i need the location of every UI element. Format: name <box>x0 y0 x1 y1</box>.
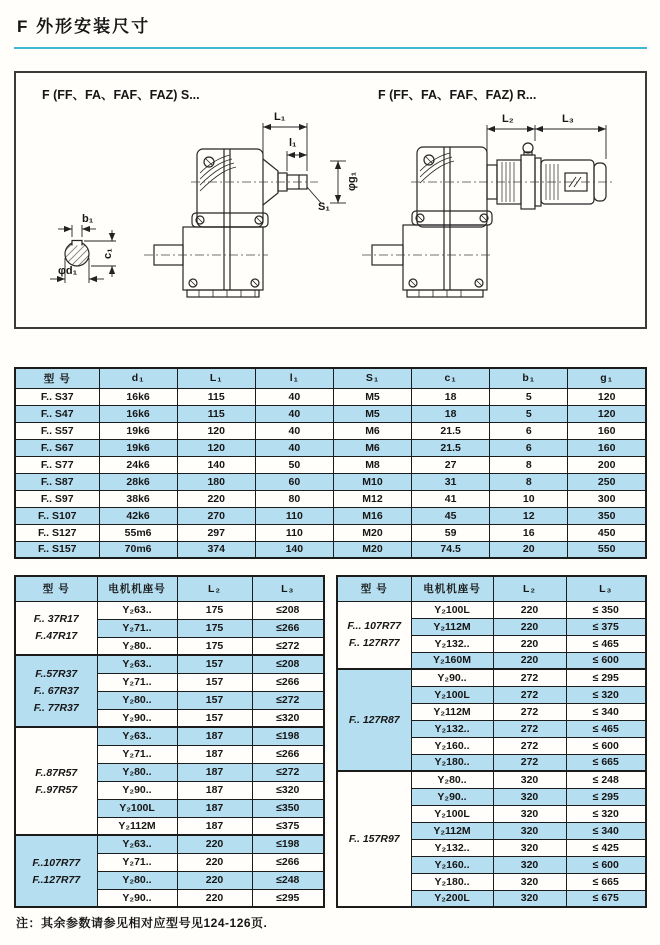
table-cell: Y₂90.. <box>97 781 177 799</box>
table-cell: ≤320 <box>252 709 324 727</box>
table-cell: 120 <box>568 405 646 422</box>
table-cell: 55m6 <box>99 524 177 541</box>
table-cell: ≤ 320 <box>566 805 646 822</box>
table-cell: 187 <box>177 727 252 745</box>
table-cell: 110 <box>255 524 333 541</box>
table-cell: 320 <box>493 856 566 873</box>
table-cell: 272 <box>493 703 566 720</box>
table-cell: Y₂200L <box>411 890 493 907</box>
table-cell: Y₂160.. <box>411 856 493 873</box>
table-cell: 187 <box>177 781 252 799</box>
technical-drawing <box>16 73 645 327</box>
table-cell: 19k6 <box>99 422 177 439</box>
table-cell: ≤266 <box>252 745 324 763</box>
table-cell: F.. S107 <box>15 507 99 524</box>
dimension-table <box>14 367 647 559</box>
table-cell: 320 <box>493 873 566 890</box>
table-cell: 220 <box>493 601 566 618</box>
table-cell: 50 <box>255 456 333 473</box>
table-cell: ≤208 <box>252 601 324 619</box>
table-cell: ≤350 <box>252 799 324 817</box>
table-cell: 120 <box>177 439 255 456</box>
column-header: l₁ <box>255 368 333 388</box>
table-cell: 5 <box>490 405 568 422</box>
table-cell: Y₂63.. <box>97 655 177 673</box>
table-cell: Y₂132.. <box>411 839 493 856</box>
column-header: d₁ <box>99 368 177 388</box>
table-cell: ≤ 295 <box>566 669 646 686</box>
table-cell: ≤198 <box>252 835 324 853</box>
table-cell: 270 <box>177 507 255 524</box>
table-cell: F.. S67 <box>15 439 99 456</box>
table-cell: Y₂112M <box>411 822 493 839</box>
table-cell: 41 <box>412 490 490 507</box>
dim-label-b1: b₁ <box>82 213 94 225</box>
model-name: F..57R37 <box>35 668 78 680</box>
table-cell: Y₂80.. <box>411 771 493 788</box>
table-cell: 187 <box>177 817 252 835</box>
model-name: F.. 157R97 <box>348 833 400 845</box>
motor-table-right <box>336 575 647 908</box>
table-cell: M10 <box>333 473 411 490</box>
model-name: F.. 127R87 <box>348 714 400 726</box>
table-row <box>337 771 646 788</box>
table-cell: 220 <box>177 889 252 907</box>
table-cell: Y₂63.. <box>97 835 177 853</box>
table-cell: 31 <box>412 473 490 490</box>
header-row <box>15 576 324 601</box>
motor-table-right-body <box>337 601 646 907</box>
table-cell: ≤ 248 <box>566 771 646 788</box>
table-cell: Y₂112M <box>411 618 493 635</box>
model-name: F.. 127R77 <box>348 637 400 650</box>
table-cell: 16k6 <box>99 405 177 422</box>
model-group-cell <box>337 669 411 771</box>
table-cell: Y₂90.. <box>411 669 493 686</box>
table-cell: 40 <box>255 405 333 422</box>
table-row <box>15 456 646 473</box>
model-group-cell <box>15 727 97 835</box>
table-row <box>15 490 646 507</box>
model-name: F..127R77 <box>32 873 81 886</box>
table-cell: 272 <box>493 754 566 771</box>
table-row <box>15 388 646 405</box>
table-cell: ≤ 665 <box>566 873 646 890</box>
table-cell: 200 <box>568 456 646 473</box>
page-title: F 外形安装尺寸 <box>17 17 151 36</box>
table-cell: ≤266 <box>252 673 324 691</box>
table-cell: M5 <box>333 405 411 422</box>
table-cell: 320 <box>493 771 566 788</box>
table-cell: Y₂80.. <box>97 691 177 709</box>
table-cell: Y₂160.. <box>411 737 493 754</box>
table-cell: 20 <box>490 541 568 558</box>
column-header: b₁ <box>490 368 568 388</box>
column-header: 电机机座号 <box>97 576 177 601</box>
table-cell: 175 <box>177 601 252 619</box>
model-name: F... 107R77 <box>347 620 402 633</box>
table-cell: Y₂71.. <box>97 745 177 763</box>
model-group-cell <box>337 771 411 907</box>
table-cell: 250 <box>568 473 646 490</box>
column-header: g₁ <box>568 368 646 388</box>
caption-r-version: F (FF、FA、FAF、FAZ) R... <box>378 88 537 102</box>
column-header: L₁ <box>177 368 255 388</box>
table-row <box>15 655 324 673</box>
table-cell: ≤295 <box>252 889 324 907</box>
table-cell: 70m6 <box>99 541 177 558</box>
column-header: L₃ <box>566 576 646 601</box>
table-row <box>337 669 646 686</box>
centerlines-left <box>144 182 318 255</box>
table-cell: Y₂71.. <box>97 619 177 637</box>
table-cell: 272 <box>493 686 566 703</box>
table-cell: 220 <box>493 618 566 635</box>
table-cell: 16 <box>490 524 568 541</box>
table-cell: 320 <box>493 822 566 839</box>
column-header: S₁ <box>333 368 411 388</box>
table-cell: M8 <box>333 456 411 473</box>
column-header: 型 号 <box>15 368 99 388</box>
table-cell: Y₂132.. <box>411 720 493 737</box>
table-cell: Y₂80.. <box>97 637 177 655</box>
model-group-cell <box>15 835 97 907</box>
table-row <box>337 601 646 618</box>
column-header: c₁ <box>412 368 490 388</box>
model-name: F.. 37R17 <box>33 613 79 626</box>
table-cell: 21.5 <box>412 439 490 456</box>
table-cell: Y₂180.. <box>411 873 493 890</box>
table-cell: 220 <box>177 853 252 871</box>
dim-label-S1: S₁ <box>318 201 330 213</box>
table-cell: 6 <box>490 439 568 456</box>
table-cell: 320 <box>493 839 566 856</box>
table-cell: Y₂71.. <box>97 853 177 871</box>
table-cell: 27 <box>412 456 490 473</box>
column-header: L₂ <box>177 576 252 601</box>
model-name: F..47R17 <box>35 630 78 643</box>
table-cell: 110 <box>255 507 333 524</box>
table-cell: 320 <box>493 805 566 822</box>
table-cell: ≤ 320 <box>566 686 646 703</box>
table-cell: ≤ 295 <box>566 788 646 805</box>
title-underline <box>14 47 647 49</box>
table-cell: ≤248 <box>252 871 324 889</box>
table-cell: ≤ 340 <box>566 822 646 839</box>
table-cell: 16k6 <box>99 388 177 405</box>
model-name: F.. 67R37 <box>33 685 79 697</box>
table-cell: Y₂90.. <box>97 889 177 907</box>
table-row <box>15 439 646 456</box>
table-cell: M20 <box>333 541 411 558</box>
table-cell: 550 <box>568 541 646 558</box>
table-cell: 115 <box>177 405 255 422</box>
table-cell: ≤ 465 <box>566 720 646 737</box>
table-cell: 450 <box>568 524 646 541</box>
table-cell: 120 <box>177 422 255 439</box>
table-cell: Y₂90.. <box>411 788 493 805</box>
table-cell: Y₂100L <box>411 805 493 822</box>
motor-table-left-body <box>15 601 324 907</box>
gear-unit-s-drawing <box>154 149 307 297</box>
table-cell: ≤266 <box>252 619 324 637</box>
table-cell: 220 <box>493 635 566 652</box>
table-cell: ≤ 465 <box>566 635 646 652</box>
table-cell: 272 <box>493 720 566 737</box>
dim-label-L2: L₂ <box>502 113 514 125</box>
dim-label-l1: l₁ <box>289 137 297 149</box>
table-cell: F.. S47 <box>15 405 99 422</box>
table-cell: 160 <box>568 439 646 456</box>
table-row <box>15 727 324 745</box>
table-cell: 220 <box>177 871 252 889</box>
table-cell: 8 <box>490 473 568 490</box>
table-cell: F.. S127 <box>15 524 99 541</box>
table-cell: ≤198 <box>252 727 324 745</box>
table-cell: 272 <box>493 669 566 686</box>
table-cell: ≤375 <box>252 817 324 835</box>
column-header: 电机机座号 <box>411 576 493 601</box>
table-cell: F.. S87 <box>15 473 99 490</box>
table-cell: M5 <box>333 388 411 405</box>
table-cell: 18 <box>412 405 490 422</box>
table-cell: 40 <box>255 388 333 405</box>
table-cell: 160 <box>568 422 646 439</box>
table-cell: Y₂112M <box>411 703 493 720</box>
table-cell: 24k6 <box>99 456 177 473</box>
table-cell: Y₂90.. <box>97 709 177 727</box>
table-cell: F.. S157 <box>15 541 99 558</box>
table-cell: F.. S57 <box>15 422 99 439</box>
table-cell: Y₂63.. <box>97 601 177 619</box>
table-cell: 320 <box>493 890 566 907</box>
dim-label-L1: L₁ <box>274 111 286 123</box>
table-cell: M20 <box>333 524 411 541</box>
gear-unit-r-drawing <box>372 143 606 297</box>
table-cell: 120 <box>568 388 646 405</box>
dim-label-d1: φd₁ <box>58 265 78 277</box>
table-cell: 19k6 <box>99 439 177 456</box>
table-cell: 187 <box>177 763 252 781</box>
table-cell: 74.5 <box>412 541 490 558</box>
table-row <box>15 422 646 439</box>
table-row <box>15 473 646 490</box>
dim-label-L3: L₃ <box>562 113 574 125</box>
table-cell: F.. S97 <box>15 490 99 507</box>
table-cell: 59 <box>412 524 490 541</box>
table-cell: ≤266 <box>252 853 324 871</box>
table-cell: 157 <box>177 655 252 673</box>
table-cell: 40 <box>255 422 333 439</box>
table-cell: 157 <box>177 691 252 709</box>
table-cell: ≤ 675 <box>566 890 646 907</box>
table-cell: ≤208 <box>252 655 324 673</box>
footnote: 注：其余参数请参见相对应型号见124-126页. <box>16 916 268 930</box>
table-cell: 187 <box>177 745 252 763</box>
table-cell: 140 <box>255 541 333 558</box>
table-cell: 80 <box>255 490 333 507</box>
table-cell: 42k6 <box>99 507 177 524</box>
table-cell: ≤272 <box>252 691 324 709</box>
table-cell: Y₂80.. <box>97 871 177 889</box>
table-cell: 220 <box>493 652 566 669</box>
table-cell: 5 <box>490 388 568 405</box>
technical-drawing-panel <box>14 71 647 329</box>
table-cell: 10 <box>490 490 568 507</box>
caption-s-version: F (FF、FA、FAF、FAZ) S... <box>42 88 200 102</box>
table-cell: ≤ 600 <box>566 856 646 873</box>
table-cell: 220 <box>177 490 255 507</box>
table-cell: 175 <box>177 637 252 655</box>
table-cell: Y₂160M <box>411 652 493 669</box>
table-cell: M6 <box>333 422 411 439</box>
table-cell: 157 <box>177 709 252 727</box>
table-row <box>15 601 324 619</box>
table-cell: 350 <box>568 507 646 524</box>
table-cell: M12 <box>333 490 411 507</box>
dim-label-g1: φg₁ <box>346 171 358 191</box>
model-name: F..87R57 <box>35 766 78 779</box>
table-cell: Y₂80.. <box>97 763 177 781</box>
model-group-cell <box>15 601 97 655</box>
column-header: L₃ <box>252 576 324 601</box>
table-cell: Y₂112M <box>97 817 177 835</box>
table-cell: 18 <box>412 388 490 405</box>
table-cell: Y₂100L <box>411 601 493 618</box>
model-name: F.. 77R37 <box>33 702 79 714</box>
column-header: 型 号 <box>337 576 411 601</box>
table-row <box>15 541 646 558</box>
header-row <box>337 576 646 601</box>
dimension-lines-right <box>487 125 606 161</box>
table-cell: M6 <box>333 439 411 456</box>
table-cell: 175 <box>177 619 252 637</box>
dimension-lines-left <box>263 123 346 203</box>
table-cell: 320 <box>493 788 566 805</box>
table-row <box>15 405 646 422</box>
header-row <box>15 368 646 388</box>
table-row <box>15 524 646 541</box>
table-cell: ≤ 600 <box>566 737 646 754</box>
table-cell: ≤ 425 <box>566 839 646 856</box>
table-cell: 8 <box>490 456 568 473</box>
table-cell: 45 <box>412 507 490 524</box>
model-name: F..107R77 <box>32 856 81 869</box>
motor-table-left <box>14 575 325 908</box>
table-cell: ≤ 665 <box>566 754 646 771</box>
table-cell: Y₂71.. <box>97 673 177 691</box>
table-cell: ≤ 600 <box>566 652 646 669</box>
table-cell: 115 <box>177 388 255 405</box>
table-cell: 140 <box>177 456 255 473</box>
model-name: F..97R57 <box>35 783 78 796</box>
model-group-cell <box>15 655 97 727</box>
table-row <box>15 507 646 524</box>
table-cell: ≤ 350 <box>566 601 646 618</box>
table-cell: 6 <box>490 422 568 439</box>
table-cell: Y₂100L <box>97 799 177 817</box>
table-cell: 40 <box>255 439 333 456</box>
table-cell: Y₂132.. <box>411 635 493 652</box>
table-cell: 21.5 <box>412 422 490 439</box>
table-cell: 12 <box>490 507 568 524</box>
table-cell: ≤272 <box>252 763 324 781</box>
table-cell: 38k6 <box>99 490 177 507</box>
table-cell: ≤320 <box>252 781 324 799</box>
table-cell: 297 <box>177 524 255 541</box>
table-cell: 374 <box>177 541 255 558</box>
table-cell: 28k6 <box>99 473 177 490</box>
column-header: L₂ <box>493 576 566 601</box>
table-cell: Y₂180.. <box>411 754 493 771</box>
table-cell: 220 <box>177 835 252 853</box>
table-cell: ≤ 375 <box>566 618 646 635</box>
table-cell: ≤272 <box>252 637 324 655</box>
table-cell: 272 <box>493 737 566 754</box>
table-cell: ≤ 340 <box>566 703 646 720</box>
table-cell: 60 <box>255 473 333 490</box>
dim-label-c1: c₁ <box>102 248 114 259</box>
table-cell: Y₂63.. <box>97 727 177 745</box>
table-cell: F.. S37 <box>15 388 99 405</box>
dimension-table-body <box>15 388 646 558</box>
table-cell: 300 <box>568 490 646 507</box>
table-cell: F.. S77 <box>15 456 99 473</box>
column-header: 型 号 <box>15 576 97 601</box>
table-cell: M16 <box>333 507 411 524</box>
table-cell: Y₂100L <box>411 686 493 703</box>
table-row <box>15 835 324 853</box>
model-group-cell <box>337 601 411 669</box>
table-cell: 157 <box>177 673 252 691</box>
table-cell: 187 <box>177 799 252 817</box>
table-cell: 180 <box>177 473 255 490</box>
